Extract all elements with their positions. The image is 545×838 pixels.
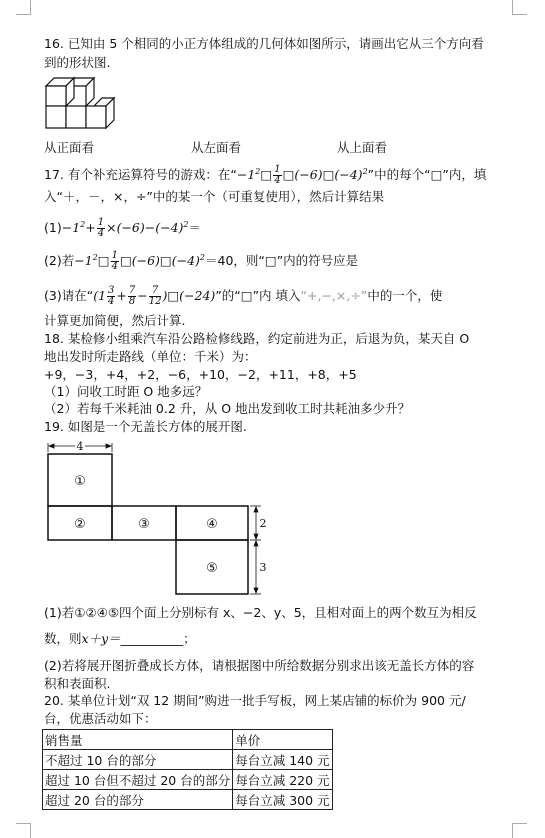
box-net-diagram: [40, 438, 270, 602]
table-row: [43, 790, 333, 810]
q17-sub1-expression: $-1^2+$ $\frac{1}{4}$ $\times(-6)-(-4)^2$: [61, 217, 189, 240]
answer-blank: __________: [120, 631, 184, 646]
q17-line1-text: 17. 有个补充运算符号的游戏：在“: [44, 167, 237, 183]
q17-sub2: (2)若$-1^2□$ $\frac{1}{4}$ $□(-6)□(-4)^2=40$，则“□”内的符号应是: [44, 250, 359, 273]
table-header-cell: 销售量: [43, 730, 233, 750]
table-cell: 不超过 10 台的部分: [43, 750, 233, 770]
dim-top-label: 4: [76, 440, 84, 453]
table-cell: 超过 20 台的部分: [43, 790, 233, 810]
q17-expression: $-1^2□$ $\frac{1}{4}$ $□(-6)□(-4)^2$: [236, 164, 368, 187]
table-header-row: [43, 730, 333, 750]
q19-sub2-line1: (2)若将展开图折叠成长方体，请根据图中所给数据分别求出该无盖长方体的容: [44, 658, 475, 673]
face-label-2: ②: [74, 517, 86, 532]
corner-crop-mark: [16, 0, 31, 15]
table-cell: 每台立减 140 元: [233, 750, 332, 770]
q19-sub1-line1: (1)若①②④⑤四个面上分别标有 x、−2、y、5，且相对面上的两个数互为相反: [44, 605, 477, 620]
face-label-3: ③: [138, 517, 150, 532]
q18-sub1: （1）问收工时距 O 地多远？: [44, 384, 208, 399]
face-label-4: ④: [206, 517, 218, 532]
q18-sub2: （2）若每千米耗油 0.2 升，从 O 地出发到收工时共耗油多少升？: [44, 401, 411, 416]
q18-line2: 地出发时所走路线（单位：千米）为：: [44, 349, 257, 364]
table-header-cell: 单价: [233, 730, 332, 750]
face-label-5: ⑤: [206, 561, 218, 576]
dim-right-label-1: 2: [259, 517, 267, 530]
q18-line3: +9，−3，+4，+2，−6，+10，−2，+11，+8，+5: [44, 367, 357, 382]
table-cell: 超过 10 台但不超过 20 台的部分: [43, 770, 233, 790]
q20-line1: 20. 某单位计划“双 12 期间”购进一批手写板，网上某店铺的标价为 900 元/: [44, 693, 466, 708]
q17-sub3-line2: 计算更加简便，然后计算.: [44, 313, 186, 328]
view-left-label: 从左面看: [191, 140, 242, 155]
q17-line1: 17. 有个补充运算符号的游戏：在“$-1^2□$ $\frac{1}{4}$ $□(-6)□(-4)^2$”中的每个“□”内，填: [44, 164, 487, 187]
corner-crop-mark: [16, 823, 31, 838]
q20-line2: 台，优惠活动如下：: [44, 711, 157, 726]
cube-figure: [42, 76, 122, 132]
table-cell: 每台立减 220 元: [233, 770, 332, 790]
q19-sub2-line2: 积和表面积.: [44, 676, 111, 691]
face-label-1: ①: [74, 474, 86, 489]
q17-sub3-expression: (1 $\frac{3}{4}$ + $\frac{7}{8}$ − $\frac{7}{12}$ )□(−24): [93, 285, 216, 307]
q19-line1: 19. 如图是一个无盖长方体的展开图.: [44, 419, 247, 434]
table-row: [43, 770, 333, 790]
discount-table: [42, 729, 333, 810]
q16-line1: 16. 已知由 5 个相同的小正方体组成的几何体如图所示，请画出它从三个方向看: [44, 36, 484, 51]
q17-line2: 入“＋，－，×，÷”中的某一个（可重复使用），然后计算结果: [44, 189, 385, 204]
table-row: [43, 750, 333, 770]
corner-crop-mark: [512, 0, 527, 15]
view-front-label: 从正面看: [44, 140, 95, 155]
q17-sub1: $(1)-1^2+$ $\frac{1}{4}$ $\times(-6)-(-4)^2=$: [44, 217, 202, 240]
q17-sub3: (3)请在“(1 $\frac{3}{4}$ + $\frac{7}{8}$ − $\frac{7}{12}$ )□(−24)”的“□”内 填入“+,−,×,÷”中的一个，使: [44, 285, 443, 307]
table-cell: 每台立减 300 元: [233, 790, 332, 810]
corner-crop-mark: [512, 823, 527, 838]
q17-sub2-expression: $-1^2□$ $\frac{1}{4}$ $□(-6)□(-4)^2$: [74, 250, 206, 273]
dim-right-label-2: 3: [259, 561, 267, 574]
view-top-label: 从上面看: [337, 140, 388, 155]
q19-sub1-line2: 数，则x＋y＝__________；: [44, 631, 196, 646]
q18-line1: 18. 某检修小组乘汽车沿公路检修线路，约定前进为正，后退为负，某天自 O: [44, 331, 470, 346]
q16-line2: 到的形状图.: [44, 55, 111, 70]
